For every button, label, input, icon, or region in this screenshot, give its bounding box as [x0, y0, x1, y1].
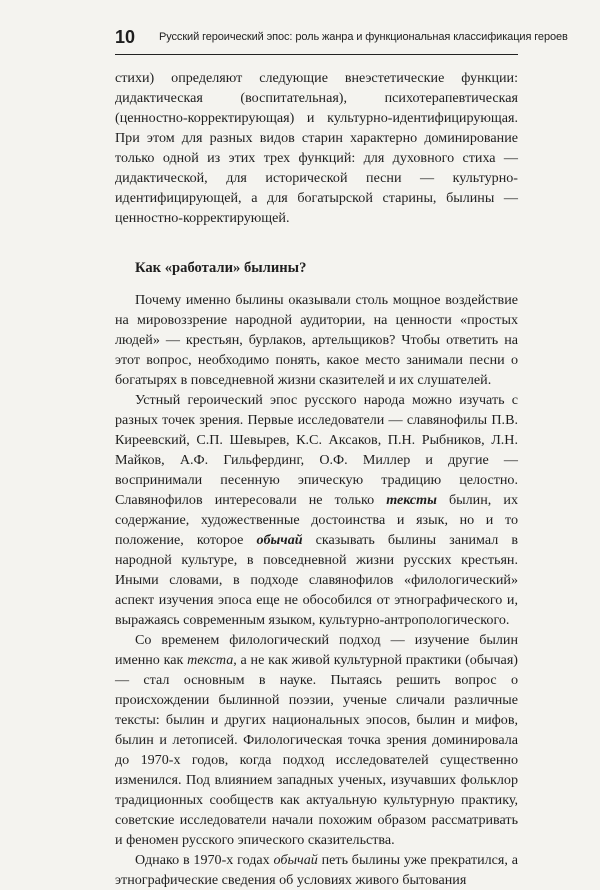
paragraph-1970s	[115, 850, 518, 890]
page-header	[115, 26, 568, 55]
emphasis-text: текста	[187, 652, 234, 668]
emphasis-texts: тексты	[386, 492, 437, 508]
paragraph-continuation: стихи) определяют следующие внеэстетические функции: дидактическая (воспитательная), психотерапевтическая (ценностно-корректирующая) и культурно-идентифицирующая. При этом для разных видов старин характерно доминирование только одной из этих трех функций: для духовного стиха — дидактической, для исторической песни — культурно-идентифицирующей, а для богатырской старины, былины — ценностно-корректирующей.	[115, 70, 518, 226]
text-run: былин, их содержание, художественные достоинства и язык, но и то положение, которое	[115, 492, 518, 548]
paragraph-why-byliny: Почему именно былины оказывали столь мощное воздействие на мировоззрение народной аудитории, на ценности «простых людей» — крестьян, бурлаков, артельщиков? Чтобы ответить на этот вопрос, необходимо понять, какое место занимали песни о богатырях в повседневной жизни сказителей и их слушателей.	[115, 292, 518, 388]
section-heading: Как «работали» былины?	[135, 260, 307, 276]
paragraph-slavophiles	[115, 390, 518, 630]
text-run: Однако в 1970-х годах	[135, 852, 274, 868]
emphasis-custom: обычай	[256, 532, 303, 548]
paragraph-philological-approach	[115, 630, 518, 850]
page-body	[115, 68, 518, 890]
emphasis-custom: обычай	[273, 852, 318, 868]
running-head: Русский героический эпос: роль жанра и функциональная классификация героев	[159, 31, 568, 43]
text-run: Устный героический эпос русского народа можно изучать с разных точек зрения. Первые исследователи — славянофилы П.В. Киреевский, С.П. Шевырев, К.С. Аксаков, П.Н. Рыбников, Л.Н. Майков, А.Ф. Гильфердинг, О.Ф. Миллер и другие — воспринимали песенную эпическую традицию целостно. Славянофилов интересовали не только	[115, 392, 518, 508]
page-number: 10	[115, 27, 136, 47]
text-run: Со временем филологический подход — изучение былин именно как	[115, 632, 518, 668]
text-run: петь былины уже прекратился, а этнографические сведения об условиях живого бытования	[115, 852, 519, 888]
text-run: сказывать былины занимал в народной культуре, в повседневной жизни русских крестьян. Иными словами, в подходе славянофилов «филологический» аспект изучения эпоса еще не обособился от этнографического и, выражаясь современным языком, культурно-антропологического.	[115, 532, 518, 628]
text-run: , а не как живой культурной практики (обычая) — стал основным в науке. Пытаясь решить вопрос о происхождении былинной поэзии, ученые сличали различные тексты: былин и других национальных эпосов, былин и мифов, былин и летописей. Филологическая точка зрения доминировала до 1970-х годов, когда подход исследователей существенно изменился. Под влиянием западных ученых, изучавших фольклор традиционных сообществ как актуальную культурную практику, советские исследователи начали похожим образом рассматривать и феномен русского эпического сказительства.	[115, 652, 518, 848]
